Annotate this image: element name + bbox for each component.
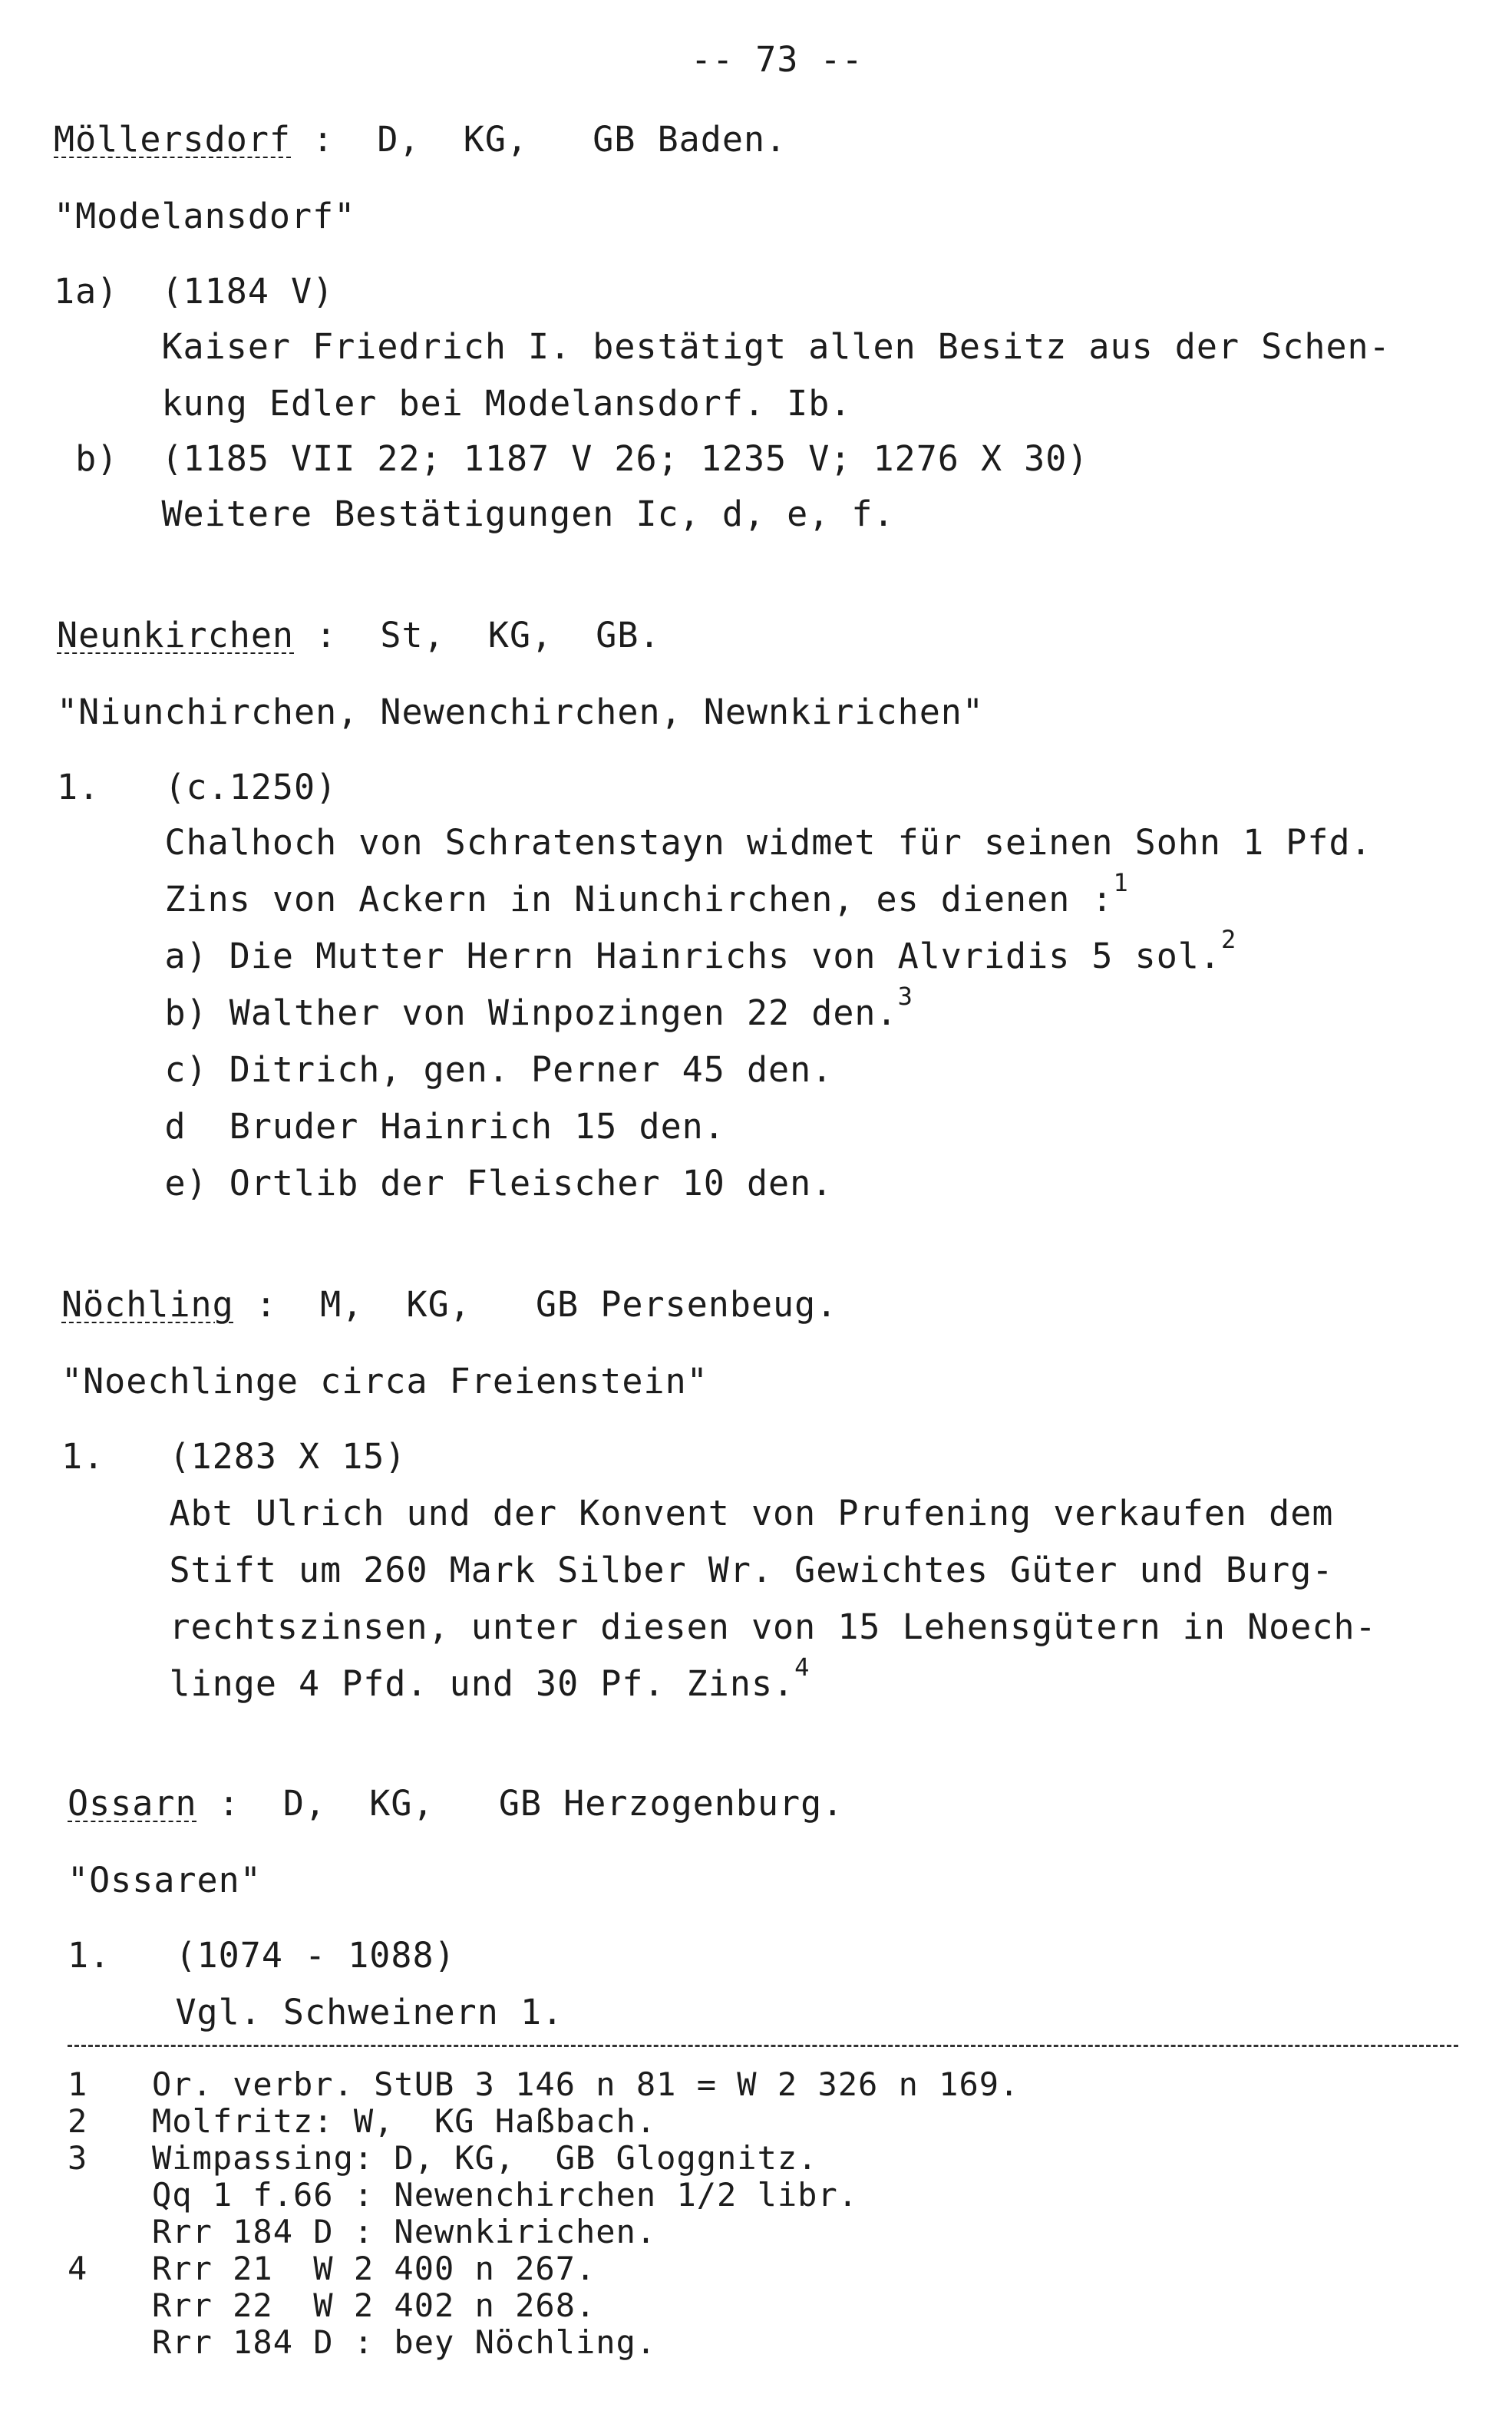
footnote: 1 Or. verbr. StUB 3 146 n 81 = W 2 326 n 169. bbox=[68, 2065, 1020, 2103]
entry-line: d Bruder Hainrich 15 den. bbox=[57, 1106, 725, 1147]
footnote: Rrr 184 D : Newnkirichen. bbox=[152, 2213, 657, 2250]
old-name: "Noechlinge circa Freienstein" bbox=[61, 1361, 708, 1402]
footnote-ref: 2 bbox=[1220, 925, 1237, 954]
old-name: "Niunchirchen, Newenchirchen, Newnkirichen" bbox=[57, 692, 984, 732]
footnote: Rrr 22 W 2 402 n 268. bbox=[152, 2287, 596, 2324]
entry-line: kung Edler bei Modelansdorf. Ib. bbox=[54, 383, 852, 424]
old-name: "Modelansdorf" bbox=[54, 196, 356, 236]
entry-line: 1. (1283 X 15) bbox=[61, 1436, 407, 1477]
entry-line: Zins von Ackern in Niunchirchen, es dienen :$^1$ bbox=[57, 868, 1129, 920]
place-name: Ossarn bbox=[68, 1783, 197, 1824]
entry-line: linge 4 Pfd. und 30 Pf. Zins.$^4$ bbox=[61, 1653, 810, 1704]
footnote: Rrr 184 D : bey Nöchling. bbox=[152, 2323, 657, 2361]
entry-line: 1a) (1184 V) bbox=[54, 271, 335, 312]
footnote: 2 Molfritz: W, KG Haßbach. bbox=[68, 2102, 657, 2140]
place-name: Möllersdorf bbox=[54, 119, 292, 160]
footnote: 4 Rrr 21 W 2 400 n 267. bbox=[68, 2250, 596, 2287]
footnote-ref: 1 bbox=[1113, 868, 1129, 897]
place-info: : M, KG, GB Persenbeug. bbox=[233, 1284, 838, 1325]
entry-heading-moellersdorf bbox=[54, 117, 787, 163]
entry-line: Weitere Bestätigungen Ic, d, e, f. bbox=[54, 494, 895, 534]
footnote: Qq 1 f.66 : Newenchirchen 1/2 libr. bbox=[152, 2176, 859, 2214]
entry-line: a) Die Mutter Herrn Hainrichs von Alvridis 5 sol.$^2$ bbox=[57, 925, 1237, 976]
entry-line: Vgl. Schweinern 1. bbox=[68, 1992, 564, 2032]
footnote-ref: 4 bbox=[794, 1653, 810, 1682]
entry-line: b) (1185 VII 22; 1187 V 26; 1235 V; 1276 X 30) bbox=[54, 438, 1089, 479]
footnote-divider bbox=[68, 2045, 1458, 2047]
entry-line: rechtszinsen, unter diesen von 15 Lehensgütern in Noech- bbox=[61, 1606, 1377, 1647]
entry-line: Stift um 260 Mark Silber Wr. Gewichtes Güter und Burg- bbox=[61, 1550, 1334, 1590]
entry-line: 1. (1074 - 1088) bbox=[68, 1935, 456, 1976]
place-info: : St, KG, GB. bbox=[294, 615, 661, 655]
entry-line: Kaiser Friedrich I. bestätigt allen Besitz aus der Schen- bbox=[54, 326, 1391, 367]
entry-line: 1. (c.1250) bbox=[57, 767, 338, 807]
place-info: : D, KG, GB Baden. bbox=[291, 119, 787, 160]
page-number: -- 73 -- bbox=[691, 39, 863, 80]
entry-heading-noechling bbox=[61, 1282, 837, 1328]
entry-line: b) Walther von Winpozingen 22 den.$^3$ bbox=[57, 982, 913, 1033]
entry-line: Chalhoch von Schratenstayn widmet für seinen Sohn 1 Pfd. bbox=[57, 822, 1372, 863]
place-name: Neunkirchen bbox=[57, 615, 295, 655]
entry-line: Abt Ulrich und der Konvent von Prufening verkaufen dem bbox=[61, 1493, 1334, 1534]
place-name: Nöchling bbox=[61, 1284, 234, 1325]
place-info: : D, KG, GB Herzogenburg. bbox=[196, 1783, 844, 1824]
entry-heading-ossarn bbox=[68, 1781, 843, 1827]
old-name: "Ossaren" bbox=[68, 1860, 262, 1900]
entry-line: e) Ortlib der Fleischer 10 den. bbox=[57, 1163, 834, 1204]
footnote: 3 Wimpassing: D, KG, GB Gloggnitz. bbox=[68, 2139, 818, 2177]
entry-heading-neunkirchen bbox=[57, 613, 661, 659]
entry-line: c) Ditrich, gen. Perner 45 den. bbox=[57, 1049, 834, 1090]
footnote-ref: 3 bbox=[897, 982, 913, 1011]
